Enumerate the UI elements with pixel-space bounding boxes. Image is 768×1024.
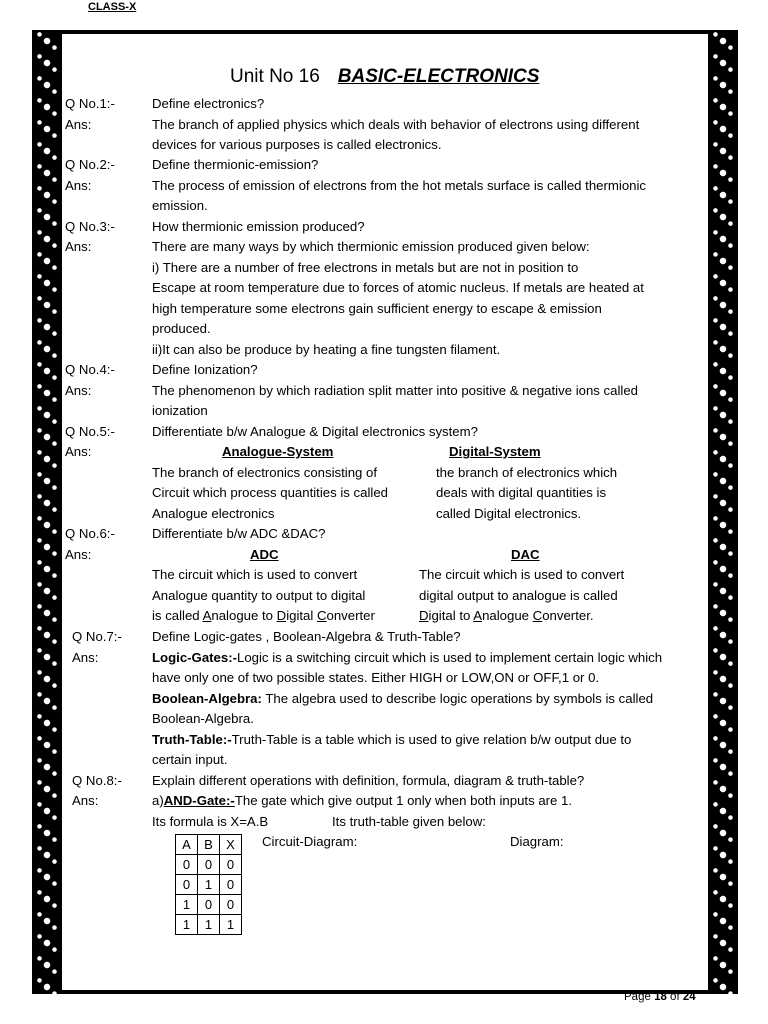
- dac-line: The circuit which is used to convert: [419, 567, 625, 582]
- analogue-line: Circuit which process quantities is called: [152, 485, 389, 500]
- diagram-label: Diagram:: [510, 834, 564, 849]
- q4-answer-line: ionization: [152, 403, 208, 418]
- q2-answer-line: The process of emission of electrons from the hot metals surface is called thermionic: [152, 178, 647, 193]
- table-header-row: [176, 835, 242, 855]
- boolean-algebra-line: Boolean-Algebra.: [152, 711, 254, 726]
- q3-answer-line: i) There are a number of free electrons in metals but are not in position to: [152, 260, 579, 275]
- table-row: [176, 915, 242, 935]
- q4-question: Define Ionization?: [152, 362, 258, 377]
- truth-table-line: certain input.: [152, 752, 228, 767]
- table-cell: 0: [176, 855, 198, 875]
- q2-question: Define thermionic-emission?: [152, 157, 319, 172]
- dac-line: digital output to analogue is called: [419, 588, 618, 603]
- dac-text: nalogue: [482, 608, 533, 623]
- boolean-algebra-definition: [152, 689, 653, 710]
- footer-text: of: [666, 991, 683, 1003]
- digital-line: the branch of electronics which: [436, 465, 618, 480]
- class-header: CLASS-X: [88, 1, 137, 13]
- q2-answer-line: emission.: [152, 198, 208, 213]
- q7-ans-label: Ans:: [72, 650, 99, 665]
- q1-answer-line: The branch of applied physics which deals with behavior of electrons using different: [152, 117, 640, 132]
- dac-text: onverter.: [542, 608, 594, 623]
- q6-question: Differentiate b/w ADC &DAC?: [152, 526, 326, 541]
- adc-initial-c: C: [316, 608, 327, 623]
- adc-line: Analogue quantity to output to digital: [152, 588, 366, 603]
- q5-question: Differentiate b/w Analogue & Digital electronics system?: [152, 424, 478, 439]
- table-row: [176, 855, 242, 875]
- q8-question: Explain different operations with definition, formula, diagram & truth-table?: [152, 773, 585, 788]
- left-ornament-border: [32, 30, 62, 994]
- q2-ans-label: Ans:: [65, 178, 92, 193]
- logic-gates-line: have only one of two possible states. Either HIGH or LOW,ON or OFF,1 or 0.: [152, 670, 600, 685]
- dac-initial-c: C: [532, 608, 543, 623]
- table-cell: 0: [220, 895, 242, 915]
- adc-initial-d: D: [276, 608, 287, 623]
- q3-answer-line: high temperature some electrons gain sufficient energy to escape & emission: [152, 301, 602, 316]
- digital-system-heading: Digital-System: [449, 444, 541, 459]
- adc-heading: ADC: [250, 547, 279, 562]
- q2-label: Q No.2:-: [65, 157, 115, 172]
- q8-ans-label: Ans:: [72, 793, 99, 808]
- unit-subject: BASIC-ELECTRONICS: [337, 66, 540, 87]
- table-header-cell: X: [220, 835, 242, 855]
- analogue-line: The branch of electronics consisting of: [152, 465, 378, 480]
- q3-question: How thermionic emission produced?: [152, 219, 365, 234]
- total-page-count: 24: [682, 991, 696, 1003]
- q4-label: Q No.4:-: [65, 362, 115, 377]
- adc-text: igital: [286, 608, 317, 623]
- q1-question: Define electronics?: [152, 96, 265, 111]
- adc-text: nalogue to: [211, 608, 277, 623]
- q3-ans-label: Ans:: [65, 239, 92, 254]
- q4-ans-label: Ans:: [65, 383, 92, 398]
- truth-table-term: Truth-Table:-: [152, 732, 232, 747]
- dac-heading: DAC: [511, 547, 540, 562]
- truth-table-definition: [152, 730, 631, 751]
- q1-ans-label: Ans:: [65, 117, 92, 132]
- dac-initial-d: D: [419, 608, 429, 623]
- adc-line-converter: [152, 606, 375, 627]
- page-number-footer: [624, 991, 696, 1003]
- table-cell: 1: [198, 875, 220, 895]
- table-cell: 0: [198, 855, 220, 875]
- q3-answer-line: There are many ways by which thermionic emission produced given below:: [152, 239, 590, 254]
- table-cell: 1: [220, 915, 242, 935]
- q8-label: Q No.8:-: [72, 773, 122, 788]
- and-gate-formula: Its formula is X=A.B: [152, 814, 269, 829]
- and-gate-prefix: a): [152, 793, 164, 808]
- table-cell: 0: [220, 855, 242, 875]
- boolean-algebra-term: Boolean-Algebra:: [152, 691, 262, 706]
- q3-answer-line: Escape at room temperature due to forces of atomic nucleus. If metals are heated at: [152, 280, 644, 295]
- analogue-system-heading: Analogue-System: [222, 444, 334, 459]
- right-ornament-border: [708, 30, 738, 994]
- table-cell: 1: [198, 915, 220, 935]
- and-gate-definition: [152, 791, 572, 812]
- current-page-number: 18: [654, 991, 667, 1003]
- q3-label: Q No.3:-: [65, 219, 115, 234]
- adc-line: The circuit which is used to convert: [152, 567, 358, 582]
- table-cell: 1: [176, 895, 198, 915]
- truth-table-text: Truth-Table is a table which is used to give relation b/w output due to: [231, 732, 632, 747]
- q6-label: Q No.6:-: [65, 526, 115, 541]
- table-cell: 1: [176, 915, 198, 935]
- q1-answer-line: devices for various purposes is called electronics.: [152, 137, 442, 152]
- adc-initial-a: A: [202, 608, 212, 623]
- truth-table-intro: Its truth-table given below:: [332, 814, 486, 829]
- table-cell: 0: [198, 895, 220, 915]
- footer-text: Page: [624, 991, 655, 1003]
- logic-gates-text: Logic is a switching circuit which is used to implement certain logic which: [237, 650, 663, 665]
- and-gate-term: AND-Gate:-: [163, 793, 235, 808]
- q3-answer-line: produced.: [152, 321, 211, 336]
- analogue-line: Analogue electronics: [152, 506, 275, 521]
- dac-initial-a: A: [473, 608, 483, 623]
- dac-text: igital to: [428, 608, 474, 623]
- and-truth-table: [175, 834, 242, 935]
- table-header-cell: B: [198, 835, 220, 855]
- q6-ans-label: Ans:: [65, 547, 92, 562]
- adc-text: is called: [152, 608, 203, 623]
- q7-question: Define Logic-gates , Boolean-Algebra & Truth-Table?: [152, 629, 461, 644]
- q7-label: Q No.7:-: [72, 629, 122, 644]
- q3-answer-line: ii)It can also be produce by heating a fine tungsten filament.: [152, 342, 501, 357]
- logic-gates-definition: [152, 648, 662, 669]
- q5-ans-label: Ans:: [65, 444, 92, 459]
- page-title: [230, 66, 539, 88]
- table-row: [176, 895, 242, 915]
- table-header-cell: A: [176, 835, 198, 855]
- table-cell: 0: [220, 875, 242, 895]
- q5-label: Q No.5:-: [65, 424, 115, 439]
- digital-line: called Digital electronics.: [436, 506, 582, 521]
- q4-answer-line: The phenomenon by which radiation split matter into positive & negative ions called: [152, 383, 639, 398]
- adc-text: onverter: [326, 608, 375, 623]
- table-row: [176, 875, 242, 895]
- unit-number: Unit No 16: [230, 66, 320, 87]
- circuit-diagram-label: Circuit-Diagram:: [262, 834, 358, 849]
- dac-line-converter: [419, 606, 594, 627]
- logic-gates-term: Logic-Gates:-: [152, 650, 237, 665]
- bottom-border: [62, 990, 708, 994]
- table-cell: 0: [176, 875, 198, 895]
- digital-line: deals with digital quantities is: [436, 485, 607, 500]
- and-gate-text: The gate which give output 1 only when both inputs are 1.: [234, 793, 573, 808]
- boolean-algebra-text: The algebra used to describe logic operations by symbols is called: [261, 691, 654, 706]
- q1-label: Q No.1:-: [65, 96, 115, 111]
